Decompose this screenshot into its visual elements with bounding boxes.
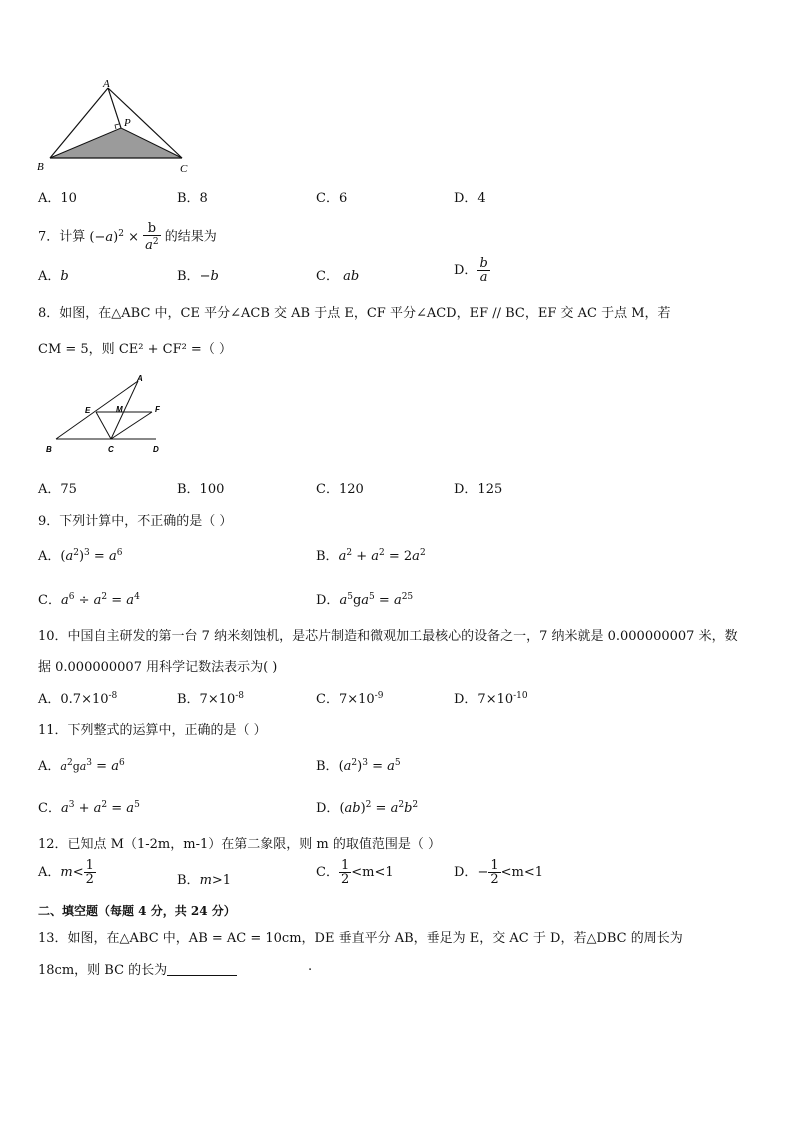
q11-option-a[interactable]: A．$a^2ga^3 = a^6$	[38, 758, 125, 774]
q8-figure	[40, 372, 170, 460]
q13-end-period: .	[308, 959, 313, 974]
label-c: C	[108, 445, 114, 454]
label-m: M	[116, 405, 123, 414]
q10-option-b[interactable]: B．$7\times 10^{-8}$	[177, 691, 245, 707]
q9-option-c[interactable]: C．$a^6 \div a^2 = a^4$	[38, 592, 140, 608]
q7-option-a[interactable]: A．b	[38, 269, 69, 284]
q8-stem-line1: 8．如图，在△ABC 中，CE 平分∠ACB 交 AB 于点 E，CF 平分∠ACD，EF // BC，EF 交 AC 于点 M，若	[38, 306, 671, 321]
label-b: B	[46, 445, 52, 454]
q9-stem: 9．下列计算中，不正确的是（ ）	[38, 514, 233, 529]
q12-option-c[interactable]: C． $\frac{1}{2}$ <m<1	[316, 858, 394, 887]
q7-option-b[interactable]: B．−b	[177, 269, 219, 284]
q6-option-a[interactable]: A．10	[38, 191, 77, 206]
q9-option-a[interactable]: A．$(a^2)^3 = a^6$	[38, 548, 123, 564]
label-a: A	[137, 374, 143, 383]
q10-option-d[interactable]: D．$7\times 10^{-10}$	[454, 691, 528, 707]
q6-triangle-figure	[34, 78, 204, 178]
segment-ce	[96, 412, 111, 439]
label-f: F	[155, 405, 160, 414]
q12-option-a[interactable]: A．m< $\frac{1}{2}$	[38, 858, 94, 887]
q6-option-d[interactable]: D．4	[454, 191, 486, 206]
q6-option-c[interactable]: C．6	[316, 191, 348, 206]
right-angle-mark	[115, 124, 119, 129]
q13-stem-line2: 18cm，则 BC 的长为	[38, 959, 237, 978]
q12-option-b[interactable]: B．m>1	[177, 873, 232, 888]
q8-option-d[interactable]: D．125	[454, 482, 503, 497]
answer-blank[interactable]	[167, 963, 237, 976]
q10-stem-line2: 据 0.000000007 用科学记数法表示为( )	[38, 660, 278, 675]
q10-option-c[interactable]: C．$7\times 10^{-9}$	[316, 691, 384, 707]
label-e: E	[85, 406, 91, 415]
label-b: B	[37, 161, 44, 173]
q8-stem-line2: CM = 5，则 CE² + CF² =（ ）	[38, 342, 232, 357]
label-a: A	[103, 78, 110, 90]
q6-option-b[interactable]: B．8	[177, 191, 208, 206]
label-c: C	[180, 163, 188, 175]
label-p: P	[124, 117, 131, 129]
q7-option-d[interactable]: D． $\frac{b}{a}$	[454, 256, 488, 285]
q11-option-d[interactable]: D．$(ab)^2 = a^2b^2$	[316, 800, 419, 816]
q8-option-b[interactable]: B．100	[177, 482, 225, 497]
q11-option-b[interactable]: B．$(a^2)^3 = a^5$	[316, 758, 401, 774]
q11-option-c[interactable]: C．$a^3 + a^2 = a^5$	[38, 800, 140, 816]
q12-option-d[interactable]: D．− $\frac{1}{2}$ <m<1	[454, 858, 544, 887]
q10-option-a[interactable]: A．$0.7\times 10^{-8}$	[38, 691, 118, 707]
q7-expression: $(-a)^2$ × $\frac{b}{a^2}$	[89, 221, 159, 253]
label-d: D	[153, 445, 159, 454]
shaded-triangle-bpc	[50, 128, 182, 158]
q9-option-b[interactable]: B．$a^2 + a^2 = 2a^2$	[316, 548, 426, 564]
q13-stem-line1: 13．如图，在△ABC 中，AB = AC = 10cm，DE 垂直平分 AB，垂足为 E，交 AC 于 D，若△DBC 的周长为	[38, 931, 683, 946]
q12-stem: 12．已知点 M（1-2m，m-1）在第二象限，则 m 的取值范围是（ ）	[38, 837, 441, 852]
section-heading-fill-in: 二、填空题（每题 4 分，共 24 分）	[38, 904, 236, 918]
q10-stem-line1: 10．中国自主研发的第一台 7 纳米刻蚀机，是芯片制造和微观加工最核心的设备之一，7 纳米就是 0.000000007 米，数	[38, 629, 738, 644]
q7-stem: 7．计算 $(-a)^2$ × $\frac{b}{a^2}$ 的结果为	[38, 221, 217, 253]
q7-option-c[interactable]: C． ab	[316, 269, 360, 284]
segment-ba	[56, 381, 138, 439]
q8-option-c[interactable]: C．120	[316, 482, 364, 497]
q8-option-a[interactable]: A．75	[38, 482, 77, 497]
q9-option-d[interactable]: D．$a^5ga^5 = a^{25}$	[316, 592, 414, 608]
q11-stem: 11．下列整式的运算中，正确的是（ ）	[38, 723, 267, 738]
